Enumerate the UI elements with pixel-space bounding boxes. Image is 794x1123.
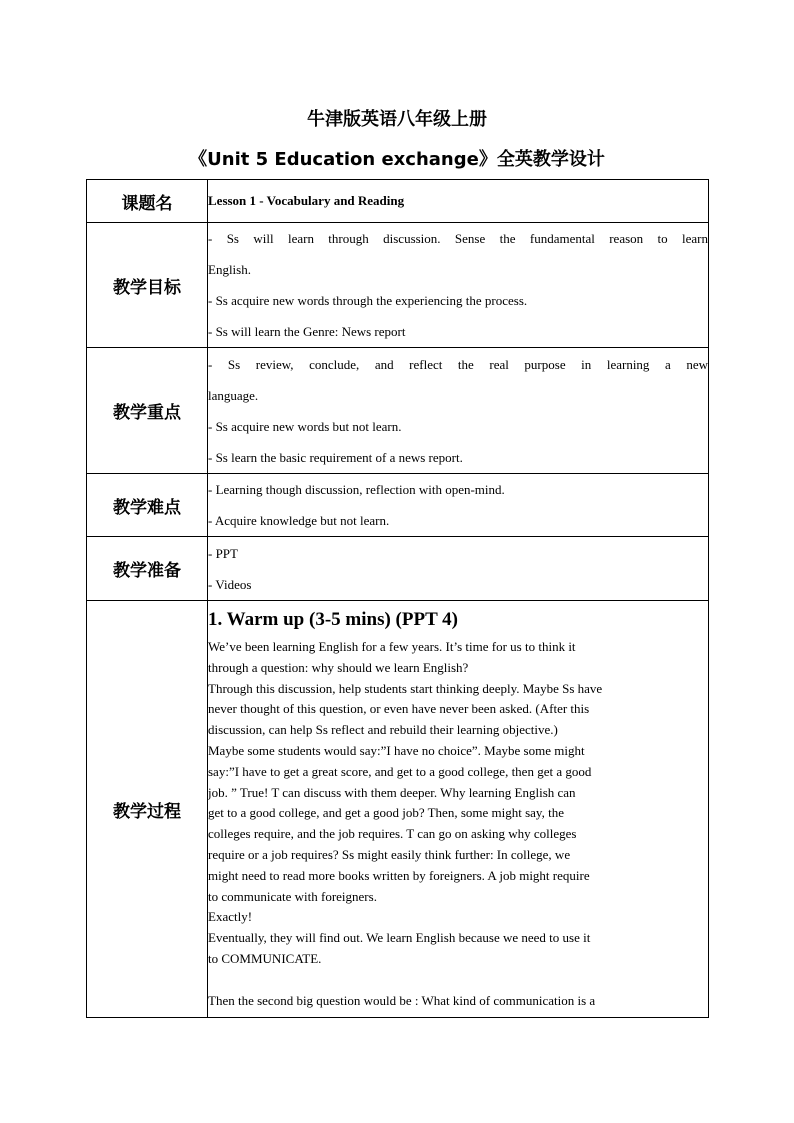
row-topic: [87, 180, 709, 223]
objectives-line: - Ss will learn the Genre: News report: [208, 324, 406, 339]
process-line: say:”I have to get a great score, and get to a good college, then get a good: [208, 763, 592, 779]
process-content: [208, 601, 709, 1018]
key-points-line: language.: [208, 387, 259, 403]
difficulties-label: 教学难点: [87, 474, 208, 537]
process-line: discussion, can help Ss reflect and rebuild their learning objective.): [208, 722, 558, 738]
process-line: might need to read more books written by foreigners. A job might require: [208, 867, 590, 883]
key-points-line: - Ss review, conclude, and reflect the real purpose in learning a new: [208, 356, 708, 372]
row-objectives: [87, 223, 709, 348]
process-line: Eventually, they will find out. We learn English because we need to use it: [208, 930, 591, 946]
objectives-content: [208, 223, 709, 348]
row-process: [87, 601, 709, 1018]
key-points-line: - Ss acquire new words but not learn.: [208, 418, 402, 434]
process-line: colleges require, and the job requires. T can go on asking why colleges: [208, 826, 577, 842]
preparation-content: [208, 537, 709, 601]
process-text: [208, 637, 708, 1011]
process-line: Through this discussion, help students start thinking deeply. Maybe Ss have: [208, 680, 603, 696]
topic-label: 课题名: [87, 180, 208, 223]
objectives-line: - Ss acquire new words through the experiencing the process.: [208, 293, 528, 308]
difficulties-content: [208, 474, 709, 537]
process-line: [208, 970, 708, 991]
preparation-line: - PPT: [208, 545, 238, 561]
difficulties-line: - Acquire knowledge but not learn.: [208, 513, 390, 528]
objectives-label: 教学目标: [87, 223, 208, 348]
preparation-line: - Videos: [208, 576, 252, 592]
topic-value: Lesson 1 - Vocabulary and Reading: [208, 180, 709, 223]
key-points-content: [208, 348, 709, 474]
process-line: Maybe some students would say:”I have no choice”. Maybe some might: [208, 742, 585, 758]
key-points-label: 教学重点: [87, 348, 208, 474]
row-key-points: [87, 348, 709, 474]
objectives-line: English.: [208, 262, 251, 277]
preparation-label: 教学准备: [87, 537, 208, 601]
lesson-plan-table: [86, 179, 709, 1018]
document-subtitle: 《Unit 5 Education exchange》全英教学设计: [189, 149, 605, 170]
objectives-line: - Ss will learn through discussion. Sense the fundamental reason to learn: [208, 231, 708, 246]
key-points-line: - Ss learn the basic requirement of a news report.: [208, 449, 463, 465]
document-title: 牛津版英语八年级上册: [307, 109, 487, 130]
process-line: to communicate with foreigners.: [208, 888, 377, 904]
process-line: to COMMUNICATE.: [208, 950, 322, 966]
row-difficulties: [87, 474, 709, 537]
process-line: through a question: why should we learn English?: [208, 659, 469, 675]
process-line: Exactly!: [208, 909, 253, 925]
process-heading: 1. Warm up (3-5 mins) (PPT 4): [208, 609, 458, 630]
process-line: We’ve been learning English for a few years. It’s time for us to think it: [208, 639, 576, 654]
process-line: get to a good college, and get a good job? Then, some might say, the: [208, 805, 564, 821]
process-line: Then the second big question would be : What kind of communication is a: [208, 992, 596, 1008]
process-line: job. ” True! T can discuss with them deeper. Why learning English can: [208, 784, 576, 800]
row-preparation: [87, 537, 709, 601]
difficulties-line: - Learning though discussion, reflection with open-mind.: [208, 482, 505, 497]
process-label: 教学过程: [87, 601, 208, 1018]
process-line: never thought of this question, or even have never been asked. (After this: [208, 701, 590, 717]
process-line: require or a job requires? Ss might easily think further: In college, we: [208, 846, 571, 862]
